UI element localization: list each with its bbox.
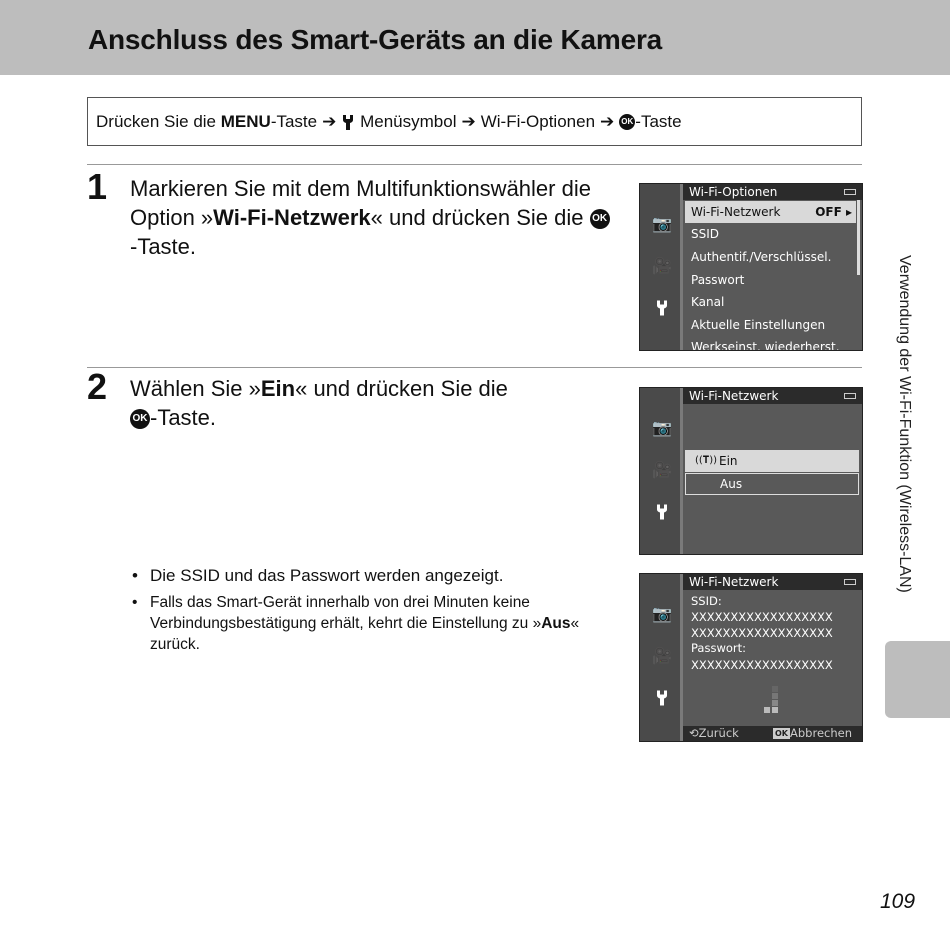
menu-item-current-settings[interactable]: Aktuelle Einstellungen (691, 318, 826, 332)
menu-item-password[interactable]: Passwort (691, 273, 745, 287)
arrow-right-icon: ➔ (322, 112, 337, 131)
wifi-options-label: Wi-Fi-Optionen (480, 112, 596, 131)
note-text-end: « zurück. (150, 615, 580, 653)
note-text: Die SSID und das Passwort werden angezeigt. (150, 566, 504, 585)
option-on-label: Ein (719, 454, 738, 468)
menu-button-label: MENU (220, 112, 271, 131)
wrench-icon (651, 689, 673, 709)
ssid-label: SSID: (691, 594, 722, 608)
sidebar-divider (680, 184, 683, 350)
scrollbar (857, 200, 860, 275)
menu-item-auth[interactable]: Authentif./Verschlüssel. (691, 250, 832, 264)
battery-icon (844, 393, 856, 399)
step-divider (87, 367, 862, 368)
screen-header (683, 184, 862, 200)
menu-item-ssid[interactable]: SSID (691, 227, 720, 241)
wifi-antenna-icon: ((𝐓)) (695, 455, 718, 466)
step-2-text-a: Wählen Sie » (130, 376, 261, 401)
step-2-number: 2 (87, 366, 108, 407)
cancel-button[interactable] (773, 726, 852, 741)
note-bold-option: Aus (541, 615, 571, 632)
option-on[interactable] (685, 450, 859, 472)
battery-icon (844, 189, 856, 195)
step-2-text-c: -Taste. (150, 405, 217, 430)
page-title: Anschluss des Smart-Geräts an die Kamera (88, 24, 663, 55)
note-item (130, 565, 610, 586)
screen-header (683, 388, 862, 404)
wrench-icon (651, 299, 673, 319)
step-1-text (130, 174, 610, 261)
password-value: XXXXXXXXXXXXXXXXXX (691, 658, 833, 672)
ssid-value-line-2: XXXXXXXXXXXXXXXXXX (691, 626, 833, 640)
cancel-label: Abbrechen (790, 726, 852, 740)
note-item (130, 592, 610, 655)
camera-screen-ssid-password (639, 573, 863, 742)
sidebar-divider (680, 388, 683, 554)
back-button[interactable] (689, 726, 739, 741)
setup-menu-label: Menüsymbol (360, 112, 457, 131)
step-1-option: Wi-Fi-Netzwerk (213, 205, 371, 230)
movie-icon: 🎥 (652, 460, 672, 479)
screen-footer (683, 726, 862, 741)
ok-button-suffix: -Taste (635, 112, 682, 131)
step-1-number: 1 (87, 166, 108, 207)
movie-icon: 🎥 (652, 646, 672, 665)
arrow-right-icon: ➔ (600, 112, 615, 131)
camera-screen-wifi-options (639, 183, 863, 351)
menu-path (96, 112, 682, 132)
signal-strength-icon (764, 684, 786, 714)
menu-button-suffix: -Taste (270, 112, 318, 131)
back-icon: ⟲ (689, 726, 699, 740)
menu-path-box (87, 97, 862, 146)
camera-screen-wifi-network (639, 387, 863, 555)
screen-title: Wi-Fi-Optionen (689, 185, 778, 199)
screen-header (683, 574, 862, 590)
ok-button-icon: OK (775, 729, 788, 738)
ok-button-icon: OK (590, 209, 610, 229)
step-2-text-b: « und drücken Sie die (295, 376, 508, 401)
camera-icon: 📷 (652, 604, 672, 623)
section-side-label: Verwendung der Wi-Fi-Funktion (Wireless-LAN) (896, 255, 913, 593)
step-2-option: Ein (260, 376, 296, 401)
ssid-value-line-1: XXXXXXXXXXXXXXXXXX (691, 610, 833, 624)
menu-item-value: OFF ▸ (815, 205, 852, 219)
menu-item-label: Wi-Fi-Netzwerk (691, 205, 781, 219)
section-tab (885, 641, 950, 718)
step-1-text-b: « und drücken Sie die (370, 205, 590, 230)
note-text: Falls das Smart-Gerät innerhalb von drei Minuten keine Verbindungsbestätigung erhält, kehrt die Einstellung zu » (150, 594, 542, 632)
arrow-right-icon: ➔ (461, 112, 476, 131)
screen-title: Wi-Fi-Netzwerk (689, 575, 779, 589)
step-1-text-c: -Taste. (130, 234, 197, 259)
password-label: Passwort: (691, 641, 747, 655)
menu-item-channel[interactable]: Kanal (691, 295, 725, 309)
sidebar-divider (680, 574, 683, 741)
notes-list (130, 565, 610, 661)
screen-title: Wi-Fi-Netzwerk (689, 389, 779, 403)
battery-icon (844, 579, 856, 585)
wrench-icon (341, 114, 355, 131)
step-2-text (130, 374, 610, 432)
camera-icon: 📷 (652, 214, 672, 233)
step-1-text-a: Markieren Sie mit dem Multifunktionswähler die Option » (130, 176, 591, 230)
menu-item-reset[interactable]: Werkseinst. wiederherst. (691, 340, 840, 351)
menu-path-prefix: Drücken Sie die (96, 112, 217, 131)
step-divider (87, 164, 862, 165)
wifi-network-value: OFF (815, 205, 842, 219)
back-label: Zurück (698, 726, 739, 740)
menu-item-wifi-network[interactable] (685, 201, 856, 223)
wrench-icon (651, 503, 673, 523)
page-number: 109 (880, 890, 916, 913)
movie-icon: 🎥 (652, 256, 672, 275)
option-off[interactable]: Aus (685, 473, 859, 495)
ok-button-icon: OK (130, 409, 150, 429)
camera-icon: 📷 (652, 418, 672, 437)
ok-button-icon: OK (619, 114, 635, 130)
